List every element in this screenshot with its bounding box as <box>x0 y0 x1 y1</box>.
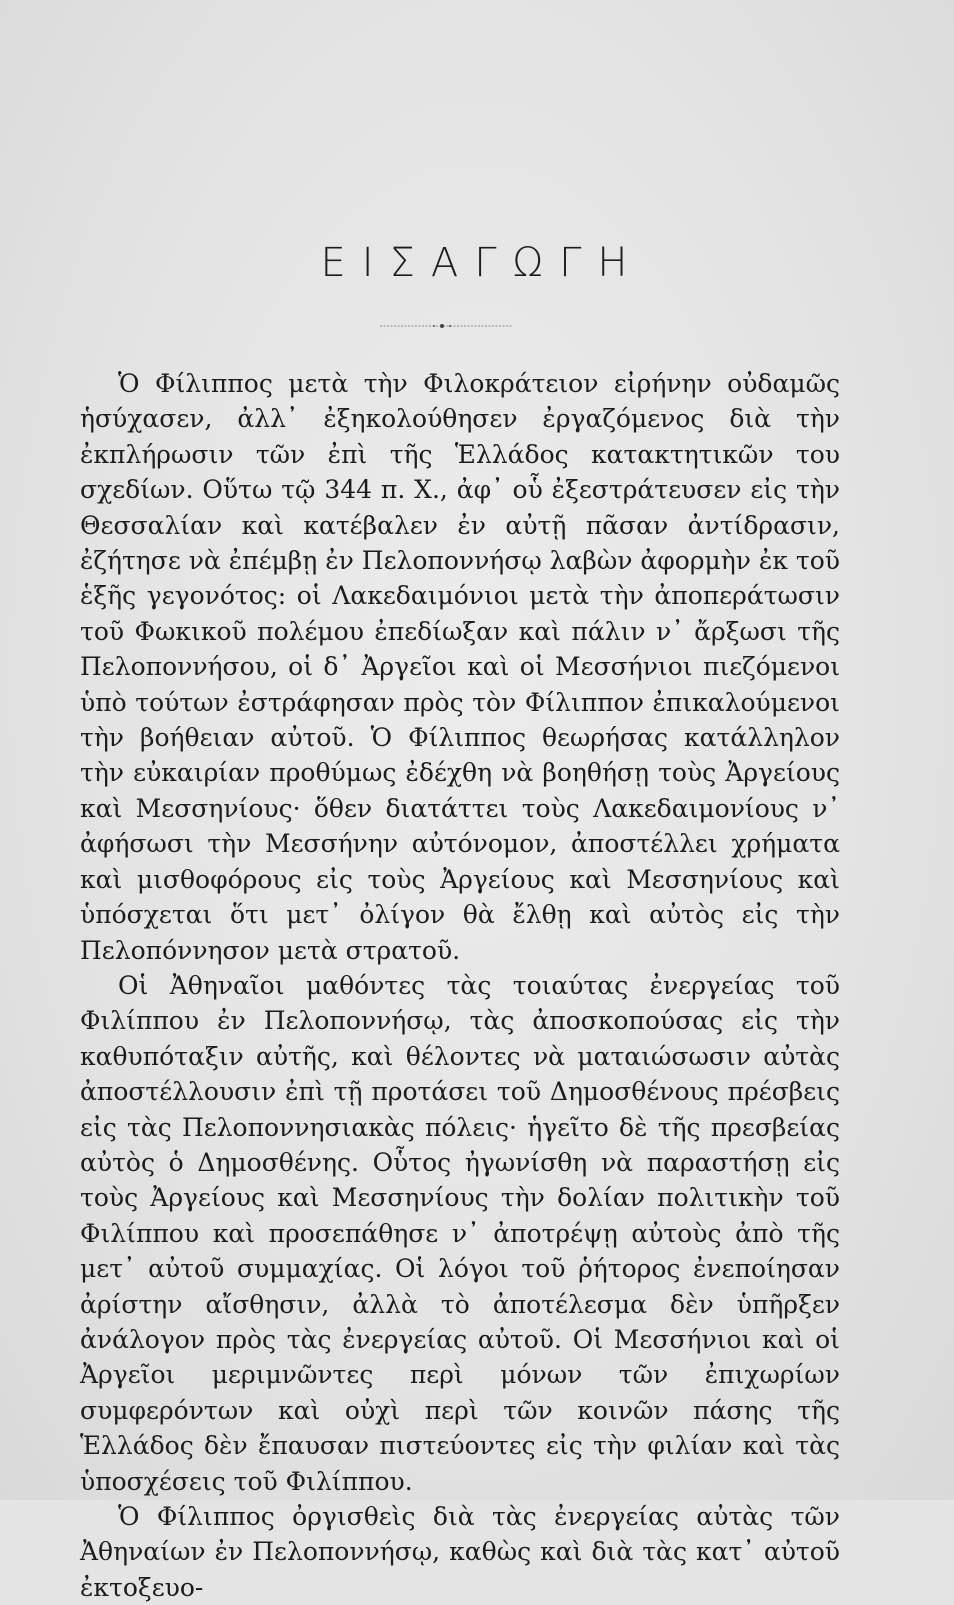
paragraph-1: Ὁ Φίλιππος μετὰ τὴν Φιλοκράτειον εἰρήνην οὐδαμῶς ἡσύχασεν, ἀλλ᾽ ἐξηκολούθησεν ἐργαζόμενος διὰ τὴν ἐκπλήρωσιν τῶν ἐπὶ τῆς Ἑλλάδος κατακτητικῶν του σχεδίων. Οὕτω τῷ 344 π. Χ., ἀφ᾽ οὗ ἐξεστράτευσεν εἰς τὴν Θεσσαλίαν καὶ κατέβαλεν ἐν αὐτῇ πᾶσαν ἀντίδρασιν, ἐζήτησε νὰ ἐπέμβῃ ἐν Πελοποννήσῳ λαβὼν ἀφορμὴν ἐκ τοῦ ἑξῆς γεγονότος: οἱ Λακεδαιμόνιοι μετὰ τὴν ἀποπεράτωσιν τοῦ Φωκικοῦ πολέμου ἐπεδίωξαν καὶ πάλιν ν᾽ ἄρξωσι τῆς Πελοποννήσου, οἱ δ᾽ Ἀργεῖοι καὶ οἱ Μεσσήνιοι πιεζόμενοι ὑπὸ τούτων ἐστράφησαν πρὸς τὸν Φίλιππον ἐπικαλούμενοι τὴν βοήθειαν αὐτοῦ. Ὁ Φίλιππος θεωρήσας κατάλληλον τὴν εὐκαιρίαν προθύμως ἐδέχθη νὰ βοηθήσῃ τοὺς Ἀργείους καὶ Μεσσηνίους· ὅθεν διατάττει τοὺς Λακεδαιμονίους ν᾽ ἀφήσωσι τὴν Μεσσήνην αὐτόνομον, ἀποστέλλει χρήματα καὶ μισθοφόρους εἰς τοὺς Ἀργείους καὶ Μεσσηνίους καὶ ὑπόσχεται ὅτι μετ᾽ ὀλίγον θὰ ἔλθῃ καὶ αὐτὸς εἰς τὴν Πελοπόννησον μετὰ στρατοῦ. <box>80 369 840 965</box>
paragraph-2: Οἱ Ἀθηναῖοι μαθόντες τὰς τοιαύτας ἐνεργείας τοῦ Φιλίππου ἐν Πελοποννήσῳ, τὰς ἀποσκοπούσας εἰς τὴν καθυπόταξιν αὐτῆς, καὶ θέλοντες νὰ ματαιώσωσιν αὐτὰς ἀποστέλλουσιν ἐπὶ τῇ προτάσει τοῦ Δημοσθένους πρέσβεις εἰς τὰς Πελοποννησιακὰς πόλεις· ἡγεῖτο δὲ τῆς πρεσβείας αὐτὸς ὁ Δημοσθένης. Οὗτος ἠγωνίσθη νὰ παραστήσῃ εἰς τοὺς Ἀργείους καὶ Μεσσηνίους τὴν δολίαν πολιτικὴν τοῦ Φιλίππου καὶ προσεπάθησε ν᾽ ἀποτρέψῃ αὐτοὺς ἀπὸ τῆς μετ᾽ αὐτοῦ συμμαχίας. Οἱ λόγοι τοῦ ῥήτορος ἐνεποίησαν ἀρίστην αἴσθησιν, ἀλλὰ τὸ ἀποτέλεσμα δὲν ὑπῆρξεν ἀνάλογον πρὸς τὰς ἐνεργείας αὐτοῦ. Οἱ Μεσσήνιοι καὶ οἱ Ἀργεῖοι μεριμνῶντες περὶ μόνων τῶν ἐπιχωρίων συμφερόντων καὶ οὐχὶ περὶ τῶν κοινῶν πάσης τῆς Ἑλλάδος δὲν ἔπαυσαν πιστεύοντες εἰς τὴν φιλίαν καὶ τὰς ὑποσχέσεις τοῦ Φιλίππου. <box>80 970 840 1496</box>
body-text <box>80 366 840 1605</box>
page-title: ΕΙΣΑΓΩΓΗ <box>320 240 644 286</box>
paragraph-3: Ὁ Φίλιππος ὀργισθεὶς διὰ τὰς ἐνεργείας αὐτὰς τῶν Ἀθηναίων ἐν Πελοποννήσῳ, καθὼς καὶ διὰ τὰς κατ᾽ αὐτοῦ ἐκτοξευο- <box>80 1502 840 1602</box>
title-ornament <box>376 322 516 330</box>
